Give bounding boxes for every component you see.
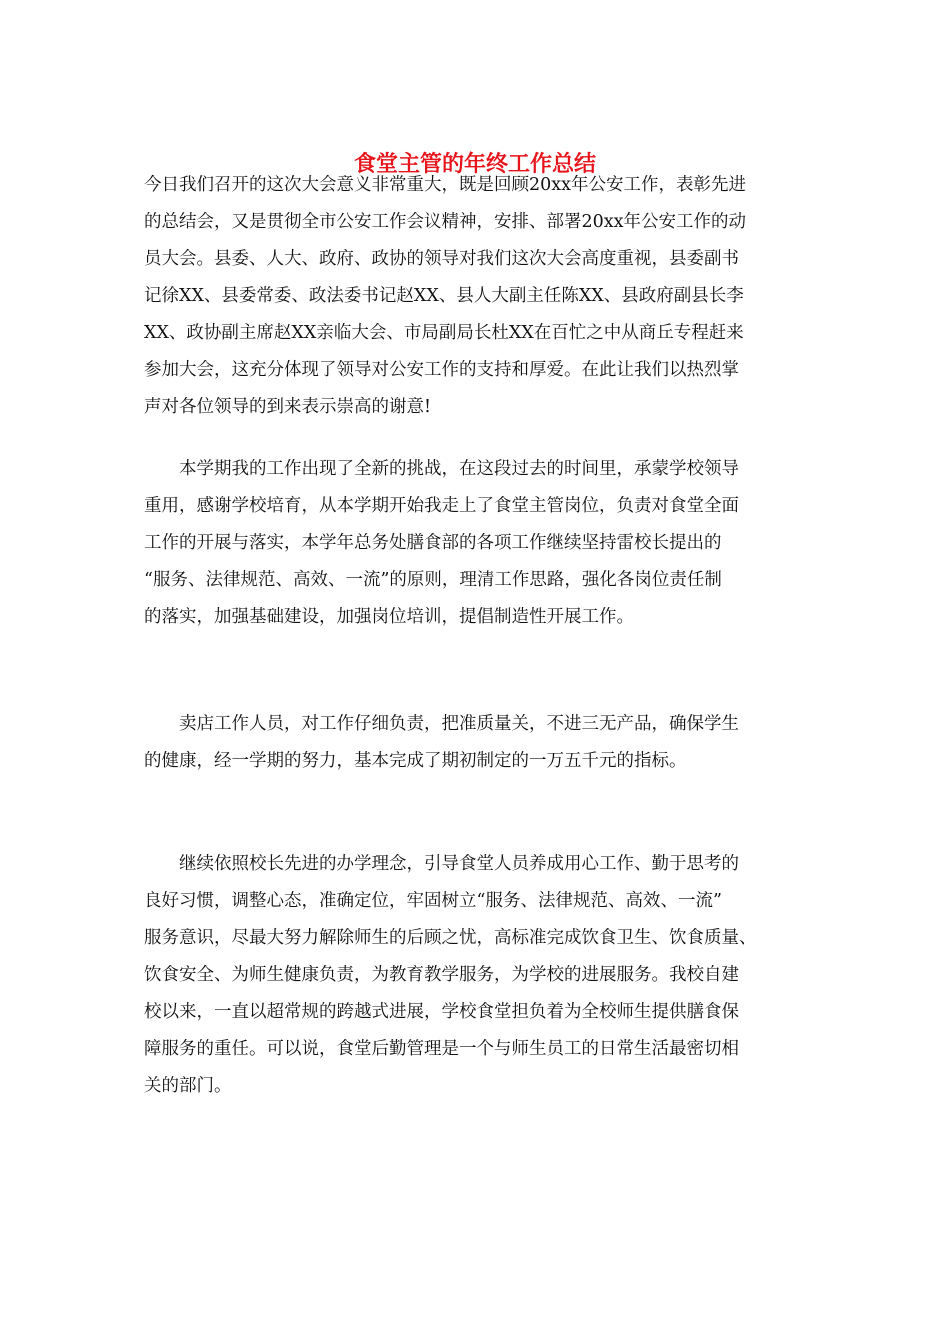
paragraph-line: 的健康，经一学期的努力，基本完成了期初制定的一万五千元的指标。 <box>144 751 687 771</box>
paragraph-4 <box>144 846 810 1105</box>
paragraph-line: 卖店工作人员，对工作仔细负责，把准质量关，不进三无产品，确保学生 <box>179 714 739 734</box>
paragraph-line: 校以来，一直以超常规的跨越式进展，学校食堂担负着为全校师生提供膳食保 <box>144 1002 739 1022</box>
document-title: 食堂主管的年终工作总结 <box>353 152 596 177</box>
paragraph-line: 障服务的重任。可以说，食堂后勤管理是一个与师生员工的日常生活最密切相 <box>144 1039 739 1059</box>
paragraph-line: XX、政协副主席赵XX亲临大会、市局副局长杜XX在百忙之中从商丘专程赶来 <box>144 323 744 343</box>
paragraph-line: 员大会。县委、人大、政府、政协的领导对我们这次大会高度重视，县委副书 <box>144 249 739 269</box>
paragraph-line: 的落实，加强基础建设，加强岗位培训，提倡制造性开展工作。 <box>144 607 634 627</box>
paragraph-line: 参加大会，这充分体现了领导对公安工作的支持和厚爱。在此让我们以热烈掌 <box>144 360 739 380</box>
paragraph-1 <box>144 167 810 426</box>
paragraph-line: 重用，感谢学校培育，从本学期开始我走上了食堂主管岗位，负责对食堂全面 <box>144 496 739 516</box>
paragraph-line: 良好习惯，调整心态，准确定位，牢固树立“服务、法律规范、高效、一流” <box>144 891 722 911</box>
paragraph-2 <box>144 451 810 636</box>
paragraph-line: 今日我们召开的这次大会意义非常重大，既是回顾20xx年公安工作，表彰先进 <box>144 175 747 195</box>
paragraph-line: 的总结会，又是贯彻全市公安工作会议精神，安排、部署20xx年公安工作的动 <box>144 212 747 232</box>
paragraph-line: 本学期我的工作出现了全新的挑战，在这段过去的时间里，承蒙学校领导 <box>179 459 739 479</box>
paragraph-line: 工作的开展与落实，本学年总务处膳食部的各项工作继续坚持雷校长提出的 <box>144 533 722 553</box>
paragraph-line: 饮食安全、为师生健康负责，为教育教学服务，为学校的进展服务。我校自建 <box>144 965 739 985</box>
paragraph-line: 关的部门。 <box>144 1076 232 1096</box>
paragraph-line: 继续依照校长先进的办学理念，引导食堂人员养成用心工作、勤于思考的 <box>179 854 739 874</box>
paragraph-line: “服务、法律规范、高效、一流”的原则，理清工作思路，强化各岗位责任制 <box>144 570 722 590</box>
paragraph-3 <box>144 706 810 780</box>
paragraph-line: 记徐XX、县委常委、政法委书记赵XX、县人大副主任陈XX、县政府副县长李 <box>144 286 744 306</box>
paragraph-line: 声对各位领导的到来表示崇高的谢意! <box>144 397 432 417</box>
paragraph-line: 服务意识，尽最大努力解除师生的后顾之忧，高标准完成饮食卫生、饮食质量、 <box>144 928 757 948</box>
